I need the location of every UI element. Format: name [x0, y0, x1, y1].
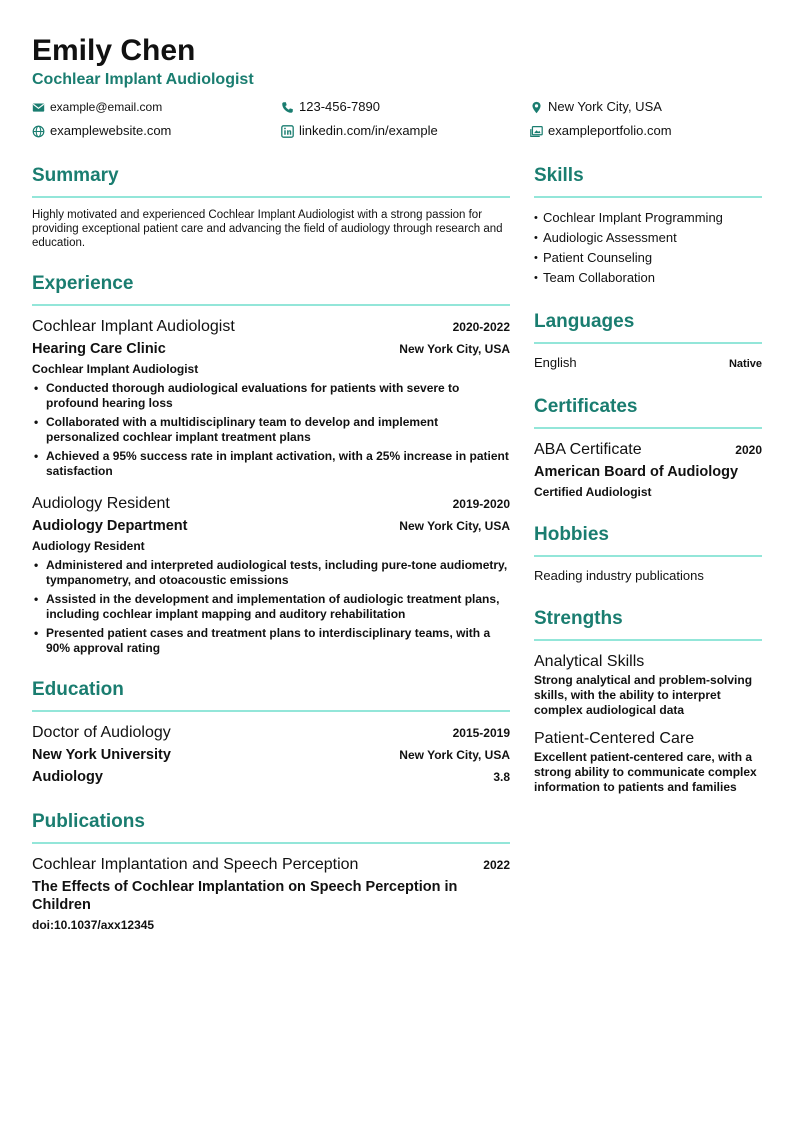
cert-name: ABA Certificate [534, 441, 642, 458]
candidate-title: Cochlear Implant Audiologist [32, 71, 254, 88]
hobby-item: Reading industry publications [534, 568, 704, 583]
job-subtitle: Audiology Resident [32, 539, 145, 553]
cert-org: American Board of Audiology [534, 464, 739, 480]
education-heading: Education [32, 678, 510, 712]
strength-title: Patient-Centered Care [534, 730, 695, 747]
cert-year: 2020 [735, 443, 762, 457]
email-text: example@email.com [50, 100, 163, 114]
job-role: Audiology Resident [32, 495, 170, 512]
cert-subtitle: Certified Audiologist [534, 485, 652, 499]
contact-email[interactable] [32, 98, 281, 116]
publications-heading: Publications [32, 810, 510, 844]
job-org: Hearing Care Clinic [32, 341, 166, 357]
summary-text: Highly motivated and experienced Cochlear Implant Audiologist with a strong passion for providing exceptional patient care and advancing the field of audiology through research and education. [32, 209, 503, 249]
experience-section [32, 272, 510, 656]
pub-full-title: The Effects of Cochlear Implantation on Speech Perception in Children [32, 879, 458, 913]
resume-page [32, 34, 762, 956]
pub-year: 2022 [483, 858, 510, 872]
contact-phone[interactable] [281, 98, 530, 116]
skill-item: • Cochlear Implant Programming [534, 208, 762, 228]
edu-location: New York City, USA [399, 748, 510, 762]
job-subtitle: Cochlear Implant Audiologist [32, 362, 199, 376]
job-dates: 2019-2020 [452, 497, 510, 511]
certificates-heading: Certificates [534, 395, 762, 429]
skills-section [534, 164, 762, 288]
location-pin-icon [530, 101, 543, 114]
job-location: New York City, USA [399, 342, 510, 356]
education-section [32, 678, 510, 788]
job-entry [32, 316, 510, 479]
strength-desc: Excellent patient-centered care, with a strong ability to communicate complex information to patients and families [534, 750, 757, 794]
email-icon [32, 101, 45, 114]
location-text: New York City, USA [548, 99, 662, 114]
portfolio-icon [530, 125, 543, 138]
pub-title: Cochlear Implantation and Speech Perception [32, 856, 359, 873]
strength-title: Analytical Skills [534, 653, 645, 670]
edu-degree: Doctor of Audiology [32, 724, 171, 741]
contact-location [530, 98, 762, 116]
job-bullet: • Achieved a 95% success rate in implant activation, with a 25% increase in patient satisfaction [32, 449, 510, 479]
skill-item: • Team Collaboration [534, 268, 762, 288]
phone-icon [281, 101, 294, 114]
edu-field: Audiology [32, 769, 103, 785]
job-entry [32, 493, 510, 656]
experience-heading: Experience [32, 272, 510, 306]
contact-linkedin[interactable] [281, 122, 530, 140]
job-location: New York City, USA [399, 519, 510, 533]
left-column [32, 164, 510, 956]
strengths-section [534, 607, 762, 795]
job-dates: 2020-2022 [452, 320, 510, 334]
job-bullets [32, 558, 510, 656]
skill-item: • Patient Counseling [534, 248, 762, 268]
summary-section [32, 164, 510, 250]
job-bullet: • Conducted thorough audiological evaluations for patients with severe to profound hearing loss [32, 381, 510, 411]
hobbies-heading: Hobbies [534, 523, 762, 557]
certificates-section [534, 395, 762, 501]
right-column [534, 164, 762, 956]
job-bullet: • Collaborated with a multidisciplinary team to develop and implement personalized cochlear implant treatment plans [32, 415, 510, 445]
contact-website[interactable] [32, 122, 281, 140]
languages-section [534, 310, 762, 373]
portfolio-text: exampleportfolio.com [548, 123, 672, 138]
contact-grid [32, 98, 762, 140]
language-level: Native [728, 358, 762, 370]
summary-heading: Summary [32, 164, 510, 198]
job-bullet: • Administered and interpreted audiological tests, including pure-tone audiometry, tympanometry, and otoacoustic emissions [32, 558, 510, 588]
language-name: English [534, 355, 577, 370]
job-role: Cochlear Implant Audiologist [32, 318, 235, 335]
job-bullets [32, 381, 510, 479]
job-org: Audiology Department [32, 518, 188, 534]
edu-gpa: 3.8 [493, 770, 510, 784]
job-bullet: • Presented patient cases and treatment plans to interdisciplinary teams, with a 90% approval rating [32, 626, 510, 656]
skills-list [534, 208, 762, 288]
languages-heading: Languages [534, 310, 762, 344]
language-row [534, 354, 762, 373]
skills-heading: Skills [534, 164, 762, 198]
edu-dates: 2015-2019 [452, 726, 510, 740]
edu-school: New York University [32, 747, 171, 763]
skill-item: • Audiologic Assessment [534, 228, 762, 248]
strengths-heading: Strengths [534, 607, 762, 641]
contact-portfolio[interactable] [530, 122, 762, 140]
linkedin-icon [281, 125, 294, 138]
job-bullet: • Assisted in the development and implementation of audiologic treatment plans, including cochlear implant mapping and auditory rehabilitation [32, 592, 510, 622]
globe-icon [32, 125, 45, 138]
linkedin-text: linkedin.com/in/example [299, 123, 438, 138]
strength-desc: Strong analytical and problem-solving skills, with the ability to interpret complex audiological data [534, 673, 753, 717]
hobbies-section [534, 523, 762, 585]
pub-doi[interactable]: doi:10.1037/axx12345 [32, 918, 155, 932]
website-text: examplewebsite.com [50, 123, 172, 138]
phone-text: 123-456-7890 [299, 99, 380, 114]
candidate-name: Emily Chen [32, 34, 196, 67]
publications-section [32, 810, 510, 934]
